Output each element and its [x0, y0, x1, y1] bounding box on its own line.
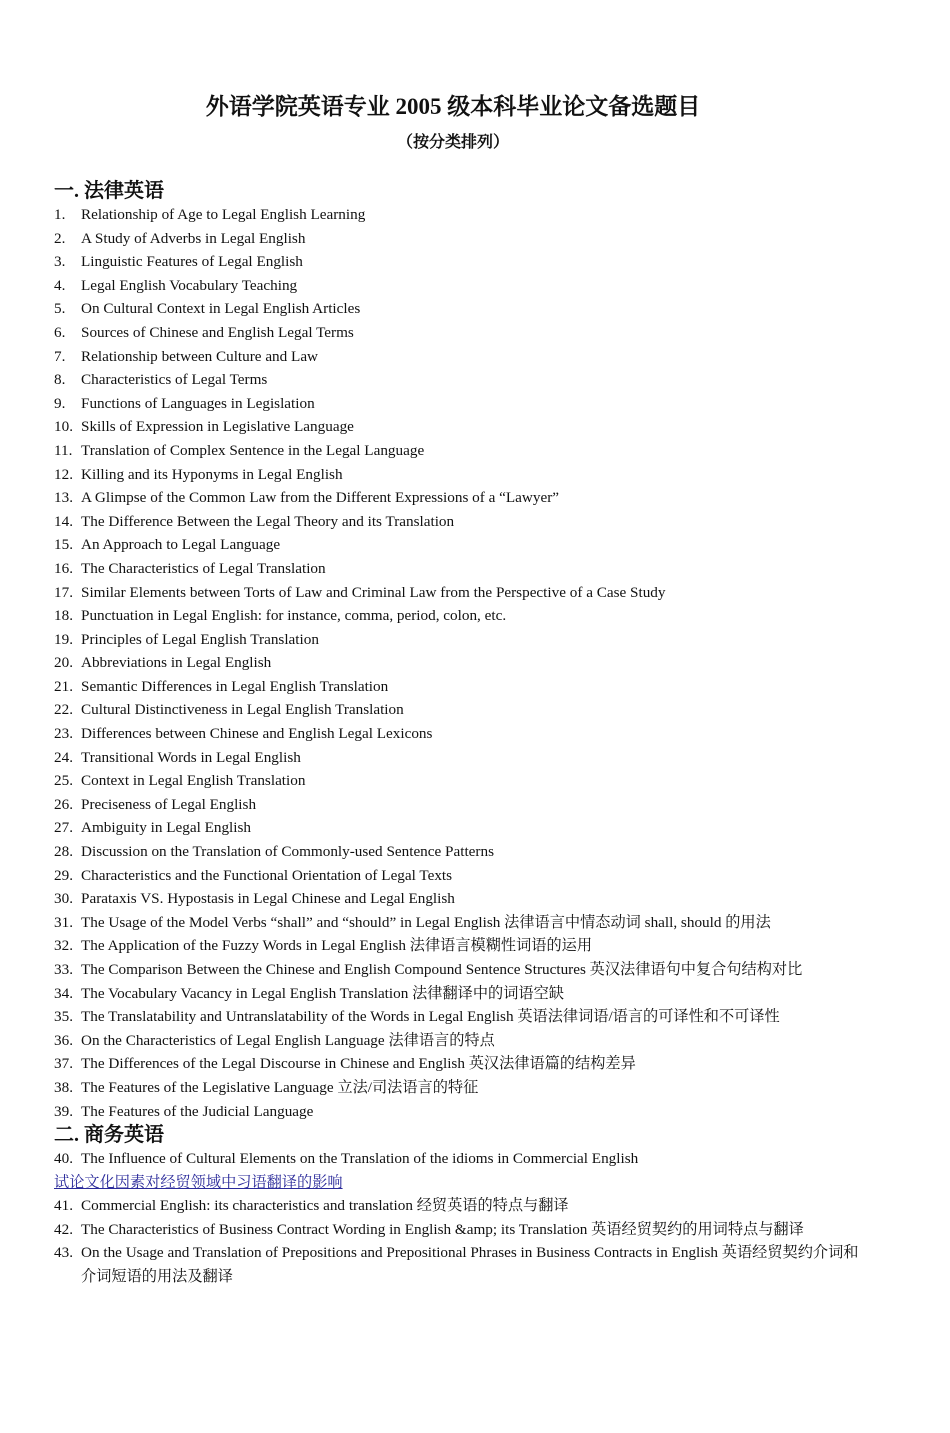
topic-title: A Study of Adverbs in Legal English: [81, 229, 306, 247]
document-subtitle: （按分类排列）: [396, 134, 509, 151]
topic-list-item: [54, 1194, 874, 1218]
business-english-topic-list: [54, 1147, 874, 1289]
topic-number: 33.: [54, 961, 73, 978]
topic-number: 32.: [54, 937, 73, 955]
topic-list-item: [54, 203, 874, 227]
topic-link-chinese-title[interactable]: 试论文化因素对经贸领域中习语翻译的影响: [54, 1173, 343, 1191]
topic-number: 18.: [54, 607, 73, 625]
topic-title: Cultural Distinctiveness in Legal English Translation: [81, 701, 404, 719]
topic-title: The Translatability and Untranslatability of the Words in Legal English 英语法律词语/语言的可译性和不可译性: [81, 1008, 780, 1026]
topic-number: 41.: [54, 1197, 73, 1215]
topic-title: A Glimpse of the Common Law from the Different Expressions of a “Lawyer”: [81, 489, 559, 507]
topic-list-item: [54, 1052, 874, 1076]
topic-number: 21.: [54, 677, 73, 695]
topic-title: Skills of Expression in Legislative Language: [81, 418, 354, 436]
topic-list-item: [54, 392, 874, 416]
section-heading-business-english: 二. 商务英语: [54, 1124, 164, 1146]
topic-list-item: [54, 722, 874, 746]
topic-title: Relationship of Age to Legal English Learning: [81, 206, 366, 223]
topic-title: On the Characteristics of Legal English Language 法律语言的特点: [81, 1031, 495, 1049]
topic-number: 8.: [54, 371, 66, 389]
topic-number: 35.: [54, 1008, 73, 1026]
topic-number: 1.: [54, 206, 66, 223]
topic-title: On the Usage and Translation of Prepositions and Prepositional Phrases in Business Contracts in English 英语经贸契约介词和介词短语的用法及翻译: [81, 1244, 859, 1285]
topic-list-item: [54, 746, 874, 770]
topic-list-item: [54, 439, 874, 463]
topic-title: Parataxis VS. Hypostasis in Legal Chinese and Legal English: [81, 890, 455, 908]
topic-list-item: [54, 651, 874, 675]
topic-title: Ambiguity in Legal English: [81, 819, 251, 837]
topic-list-item: [54, 510, 874, 534]
topic-list-item: [54, 864, 874, 888]
topic-title: Similar Elements between Torts of Law and Criminal Law from the Perspective of a Case Study: [81, 583, 666, 601]
topic-list-item: [54, 486, 874, 510]
topic-title: Sources of Chinese and English Legal Terms: [81, 323, 354, 341]
topic-number: 29.: [54, 866, 73, 884]
topic-number: 42.: [54, 1220, 73, 1238]
topic-list-item: [54, 250, 874, 274]
topic-title: Killing and its Hyponyms in Legal English: [81, 465, 343, 483]
topic-title: Characteristics of Legal Terms: [81, 371, 268, 389]
topic-title: The Characteristics of Business Contract Wording in English &amp; its Translation 英语经贸契约的用词特点与翻译: [81, 1220, 804, 1238]
topic-list-item: [54, 698, 874, 722]
topic-list-item: [54, 345, 874, 369]
topic-title: The Comparison Between the Chinese and English Compound Sentence Structures 英汉法律语句中复合句结构对比: [81, 961, 803, 978]
topic-number: 4.: [54, 276, 66, 294]
topic-list-item: [54, 1218, 874, 1242]
topic-title: The Influence of Cultural Elements on the Translation of the idioms in Commercial English: [81, 1150, 639, 1167]
topic-title: Principles of Legal English Translation: [81, 630, 319, 648]
topic-title: The Differences of the Legal Discourse in Chinese and English 英汉法律语篇的结构差异: [81, 1055, 636, 1073]
topic-list-item: [54, 816, 874, 840]
topic-list-item: [54, 958, 874, 982]
topic-number: 22.: [54, 701, 73, 719]
topic-list-item: [54, 1076, 874, 1100]
topic-number: 30.: [54, 890, 73, 908]
topic-title: Abbreviations in Legal English: [81, 654, 272, 672]
topic-title: Punctuation in Legal English: for instance, comma, period, colon, etc.: [81, 607, 507, 625]
topic-list-item: [54, 887, 874, 911]
topic-number: 24.: [54, 748, 73, 766]
topic-title: The Difference Between the Legal Theory and its Translation: [81, 512, 455, 530]
topic-title: An Approach to Legal Language: [81, 536, 281, 554]
topic-title: Relationship between Culture and Law: [81, 347, 319, 365]
topic-number: 11.: [54, 441, 73, 459]
topic-list-item: [54, 982, 874, 1006]
topic-list-item: [54, 769, 874, 793]
topic-number: 5.: [54, 300, 66, 318]
topic-list-item: [54, 227, 874, 251]
topic-title: The Features of the Legislative Language 立法/司法语言的特征: [81, 1078, 479, 1096]
topic-title: Transitional Words in Legal English: [81, 748, 301, 766]
topic-number: 36.: [54, 1031, 73, 1049]
topic-number: 15.: [54, 536, 73, 554]
topic-list-item: [54, 297, 874, 321]
topic-number: 3.: [54, 253, 66, 271]
topic-title: Translation of Complex Sentence in the Legal Language: [81, 441, 425, 459]
topic-title: The Features of the Judicial Language: [81, 1102, 314, 1120]
topic-title: Discussion on the Translation of Commonly-used Sentence Patterns: [81, 843, 494, 861]
topic-number: 7.: [54, 347, 66, 365]
topic-title: Legal English Vocabulary Teaching: [81, 276, 298, 294]
topic-number: 17.: [54, 583, 73, 601]
topic-list-item: [54, 1029, 874, 1053]
topic-list-item: [54, 533, 874, 557]
topic-list-item: [54, 415, 874, 439]
legal-english-topic-list: [54, 203, 874, 1123]
topic-number: 28.: [54, 843, 73, 861]
topic-title: Context in Legal English Translation: [81, 772, 306, 790]
topic-number: 13.: [54, 489, 73, 507]
topic-title: Commercial English: its characteristics and translation 经贸英语的特点与翻译: [81, 1197, 569, 1215]
topic-list-item: [54, 840, 874, 864]
topic-number: 27.: [54, 819, 73, 837]
topic-number: 26.: [54, 795, 73, 813]
topic-title: Linguistic Features of Legal English: [81, 253, 303, 271]
topic-title: The Application of the Fuzzy Words in Legal English 法律语言模糊性词语的运用: [81, 937, 593, 955]
topic-number: 34.: [54, 984, 73, 1002]
topic-title: The Vocabulary Vacancy in Legal English Translation 法律翻译中的词语空缺: [81, 984, 564, 1002]
topic-number: 14.: [54, 512, 73, 530]
topic-number: 38.: [54, 1078, 73, 1096]
topic-number: 12.: [54, 465, 73, 483]
section-heading-legal-english: 一. 法律英语: [54, 180, 164, 202]
topic-number: 6.: [54, 323, 66, 341]
topic-title: Semantic Differences in Legal English Translation: [81, 677, 389, 695]
topic-list-item: [54, 1241, 874, 1288]
topic-title: Preciseness of Legal English: [81, 795, 257, 813]
topic-number: 40.: [54, 1150, 73, 1167]
topic-list-item: [54, 1147, 874, 1171]
topic-list-item: [54, 581, 874, 605]
topic-title: The Usage of the Model Verbs “shall” and “should” in Legal English 法律语言中情态动词 shall, should 的用法: [81, 913, 771, 931]
topic-number: 43.: [54, 1244, 73, 1262]
topic-number: 20.: [54, 654, 73, 672]
topic-list-item: [54, 675, 874, 699]
topic-number: 31.: [54, 913, 73, 931]
topic-number: 9.: [54, 394, 66, 412]
topic-title: Functions of Languages in Legislation: [81, 394, 315, 412]
topic-number: 16.: [54, 559, 73, 577]
topic-list-item: [54, 628, 874, 652]
topic-list-item: [54, 604, 874, 628]
topic-title: Characteristics and the Functional Orientation of Legal Texts: [81, 866, 453, 884]
document-title: 外语学院英语专业 2005 级本科毕业论文备选题目: [205, 94, 701, 119]
topic-number: 25.: [54, 772, 73, 790]
topic-list-item: [54, 793, 874, 817]
topic-list-item: [54, 274, 874, 298]
topic-number: 39.: [54, 1102, 73, 1120]
topic-number: 2.: [54, 229, 66, 247]
topic-title: The Characteristics of Legal Translation: [81, 559, 326, 577]
topic-number: 37.: [54, 1055, 73, 1073]
topic-list-item: [54, 1100, 874, 1124]
topic-list-item: [54, 321, 874, 345]
topic-list-item: [54, 911, 874, 935]
topic-number: 19.: [54, 630, 73, 648]
topic-title: On Cultural Context in Legal English Articles: [81, 300, 361, 318]
topic-number: 23.: [54, 725, 73, 743]
topic-title: Differences between Chinese and English Legal Lexicons: [81, 725, 433, 743]
topic-list-item: [54, 1005, 874, 1029]
topic-list-item: [54, 934, 874, 958]
topic-number: 10.: [54, 418, 73, 436]
topic-list-item: [54, 557, 874, 581]
topic-list-item: [54, 463, 874, 487]
topic-list-item: [54, 368, 874, 392]
